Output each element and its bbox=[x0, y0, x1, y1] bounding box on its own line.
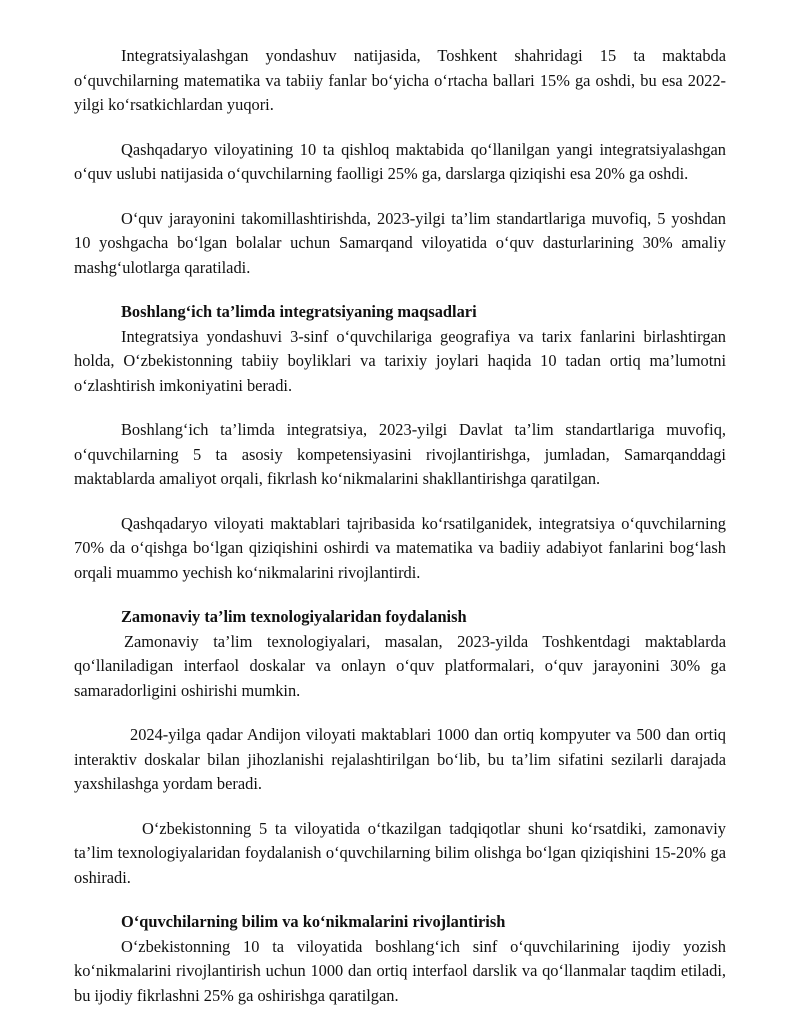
paragraph-9: O‘zbekistonning 5 ta viloyatida o‘tkazilgan tadqiqotlar shuni ko‘rsatdiki, zamonaviy ta’lim texnologiyalaridan foydalanish o‘quvchilarning bilim olishga bo‘lgan qiziqishini 15-20% ga oshiradi. bbox=[74, 818, 726, 887]
paragraph-1: Integratsiyalashgan yondashuv natijasida, Toshkent shahridagi 15 ta maktabda o‘quvchilarning matematika va tabiiy fanlar bo‘yicha o‘rtacha ballari 15% ga oshdi, bu esa 2022-yilgi ko‘rsatkichlardan yuqori. bbox=[74, 46, 726, 114]
paragraph-4: Integratsiya yondashuvi 3-sinf o‘quvchilariga geografiya va tarix fanlarini birlashtirgan holda, O‘zbekistonning tabiiy boyliklari va tarixiy joylari haqida 10 tadan ortiq ma’lumotni o‘zlashtirish imkoniyatini beradi. bbox=[74, 326, 726, 395]
section-heading-3: O‘quvchilarning bilim va ko‘nikmalarini rivojlantirish bbox=[121, 912, 506, 931]
paragraph-10: O‘zbekistonning 10 ta viloyatida boshlang‘ich sinf o‘quvchilarining ijodiy yozish ko‘nikmalarini rivojlantirish uchun 1000 dan ortiq interfaol darslik va qo‘llanmalar taqdim etiladi, bu ijodiy fikrlashni 25% ga oshirishga qaratilgan. bbox=[74, 936, 726, 1005]
document-page bbox=[74, 44, 726, 1008]
paragraph-7: Zamonaviy ta’lim texnologiyalari, masalan, 2023-yilda Toshkentdagi maktablarda qo‘llaniladigan interfaol doskalar va onlayn o‘quv platformalari, o‘quv jarayonini 30% ga samaradorligini oshirishi mumkin. bbox=[74, 631, 726, 700]
paragraph-2: Qashqadaryo viloyatining 10 ta qishloq maktabida qo‘llanilgan yangi integratsiyalashgan o‘quv uslubi natijasida o‘quvchilarning faolligi 25% ga, darslarga qiziqishi esa 20% ga oshdi. bbox=[74, 139, 726, 183]
section-heading-1: Boshlang‘ich ta’limda integratsiyaning maqsadlari bbox=[121, 302, 477, 321]
paragraph-6: Qashqadaryo viloyati maktablari tajribasida ko‘rsatilganidek, integratsiya o‘quvchilarning 70% da o‘qishga bo‘lgan qiziqishini oshirdi va matematika va badiiy adabiyot fanlarini bog‘lash orqali muammo yechish ko‘nikmalarini rivojlantirdi. bbox=[74, 513, 726, 582]
paragraph-3: O‘quv jarayonini takomillashtirishda, 2023-yilgi ta’lim standartlariga muvofiq, 5 yoshdan 10 yoshgacha bo‘lgan bolalar uchun Samarqand viloyatida o‘quv dasturlarining 30% amaliy mashg‘ulotlarga qaratiladi. bbox=[74, 208, 726, 277]
section-heading-2: Zamonaviy ta’lim texnologiyalaridan foydalanish bbox=[121, 607, 467, 626]
paragraph-8: 2024-yilga qadar Andijon viloyati maktablari 1000 dan ortiq kompyuter va 500 dan ortiq interaktiv doskalar bilan jihozlanishi rejalashtirilgan bo‘lib, bu ta’lim sifatini sezilarli darajada yaxshilashga yordam beradi. bbox=[74, 725, 726, 793]
paragraph-5: Boshlang‘ich ta’limda integratsiya, 2023-yilgi Davlat ta’lim standartlariga muvofiq, o‘quvchilarning 5 ta asosiy kompetensiyasini rivojlantirishga, jumladan, Samarqanddagi maktablarda amaliyot orqali, fikrlash ko‘nikmalarini shakllantirishga qaratilgan. bbox=[74, 420, 726, 488]
